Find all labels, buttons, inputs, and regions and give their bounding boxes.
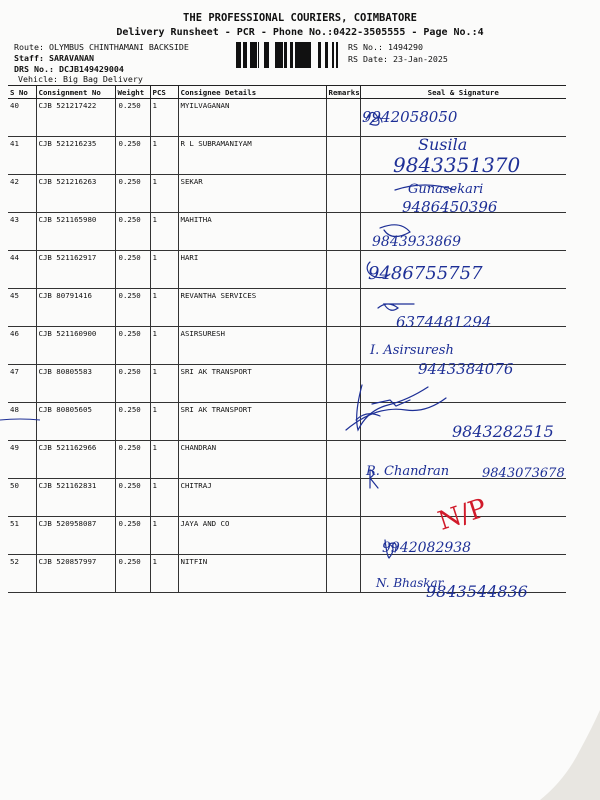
vehicle-line <box>18 74 143 84</box>
barcode-bar <box>258 42 259 68</box>
cell-weight: 0.250 <box>115 251 150 289</box>
cell-consignment: CJB 521165980 <box>36 213 115 251</box>
cell-remarks <box>326 555 360 593</box>
cell-remarks <box>326 327 360 365</box>
runsheet-subtitle: Delivery Runsheet - PCR - Phone No.:0422-3505555 - Page No.:4 <box>116 27 484 38</box>
cell-remarks <box>326 175 360 213</box>
handwritten-sig-49-phone: 9843073678 <box>482 466 565 481</box>
drs-label: DRS No.: <box>14 64 54 74</box>
cell-pcs: 1 <box>150 403 178 441</box>
barcode-bar <box>303 42 304 68</box>
cell-consignee: CHANDRAN <box>178 441 326 479</box>
barcode-bar <box>290 42 293 68</box>
cell-consignee: HARI <box>178 251 326 289</box>
route-line <box>14 42 189 52</box>
cell-consignee: MYILVAGANAN <box>178 99 326 137</box>
cell-weight: 0.250 <box>115 555 150 593</box>
handwritten-sig-52-name: N. Bhaskar <box>376 576 444 590</box>
barcode-bar <box>264 42 266 68</box>
cell-pcs: 1 <box>150 99 178 137</box>
handwritten-sig-40: 9942058050 <box>362 108 458 126</box>
np-stamp: N/P <box>434 493 491 537</box>
cell-sno: 42 <box>8 175 36 213</box>
barcode-bar <box>307 42 309 68</box>
rs-no-value: 1494290 <box>387 42 423 52</box>
rs-date-line <box>348 54 448 64</box>
cell-consignment: CJB 521162917 <box>36 251 115 289</box>
barcode-bar <box>284 42 287 68</box>
cell-pcs: 1 <box>150 289 178 327</box>
cell-sno: 44 <box>8 251 36 289</box>
cell-weight: 0.250 <box>115 517 150 555</box>
route-label: Route: <box>14 42 44 52</box>
table-row <box>8 99 566 137</box>
cell-sno: 40 <box>8 99 36 137</box>
cell-consignment: CJB 520958087 <box>36 517 115 555</box>
cell-consignee: SRI AK TRANSPORT <box>178 403 326 441</box>
barcode-bar <box>318 42 321 68</box>
cell-sno: 49 <box>8 441 36 479</box>
cell-remarks <box>326 517 360 555</box>
cell-remarks <box>326 137 360 175</box>
barcode-bar <box>336 42 337 68</box>
handwritten-sig-42-name: Gunasekari <box>408 182 484 197</box>
handwritten-sig-42-phone: 9486450396 <box>402 198 498 216</box>
barcode-bar <box>309 42 311 68</box>
handwritten-sig-49-name: R. Chandran <box>366 464 450 479</box>
barcode-bar <box>236 42 238 68</box>
col-remarks: Remarks <box>326 86 360 99</box>
col-weight: Weight <box>115 86 150 99</box>
cell-consignment: CJB 521217422 <box>36 99 115 137</box>
cell-consignment: CJB 521162831 <box>36 479 115 517</box>
handwritten-sig-46-phone: 9443384076 <box>418 360 514 378</box>
cell-sno: 46 <box>8 327 36 365</box>
barcode-bar <box>250 42 252 68</box>
cell-consignment: CJB 521216263 <box>36 175 115 213</box>
cell-pcs: 1 <box>150 213 178 251</box>
cell-remarks <box>326 479 360 517</box>
handwritten-sig-41-phone: 9843351370 <box>393 153 521 177</box>
cell-consignee: R L SUBRAMANIYAM <box>178 137 326 175</box>
cell-consignee: CHITRAJ <box>178 479 326 517</box>
table-header-row <box>8 86 566 99</box>
route-value: OLYMBUS CHINTHAMANI BACKSIDE <box>48 42 189 52</box>
cell-remarks <box>326 213 360 251</box>
vehicle-value: Big Bag Delivery <box>62 74 143 84</box>
barcode-bar <box>238 42 240 68</box>
drs-value: DCJB149429004 <box>58 64 124 74</box>
drs-line <box>14 64 124 74</box>
handwritten-sig-52-phone: 9843544836 <box>426 582 528 601</box>
cell-pcs: 1 <box>150 137 178 175</box>
cell-weight: 0.250 <box>115 441 150 479</box>
barcode-bar <box>240 42 241 68</box>
rs-no-line <box>348 42 423 52</box>
cell-pcs: 1 <box>150 251 178 289</box>
cell-weight: 0.250 <box>115 137 150 175</box>
barcode-bar <box>267 42 269 68</box>
cell-weight: 0.250 <box>115 403 150 441</box>
barcode-bar <box>300 42 303 68</box>
barcode-bar <box>337 42 338 68</box>
cell-consignee: ASIRSURESH <box>178 327 326 365</box>
cell-weight: 0.250 <box>115 213 150 251</box>
cell-remarks <box>326 403 360 441</box>
barcode-bar <box>295 42 297 68</box>
cell-weight: 0.250 <box>115 327 150 365</box>
barcode-bar <box>243 42 246 68</box>
col-sno: S No <box>8 86 36 99</box>
cell-sno: 43 <box>8 213 36 251</box>
col-pcs: PCS <box>150 86 178 99</box>
table-row <box>8 213 566 251</box>
cell-pcs: 1 <box>150 517 178 555</box>
cell-remarks <box>326 251 360 289</box>
cell-sno: 48 <box>8 403 36 441</box>
cell-pcs: 1 <box>150 175 178 213</box>
cell-weight: 0.250 <box>115 175 150 213</box>
cell-pcs: 1 <box>150 441 178 479</box>
cell-weight: 0.250 <box>115 289 150 327</box>
staff-value: SARAVANAN <box>48 53 94 63</box>
handwritten-sig-51: 9942082938 <box>382 540 472 556</box>
rs-no-label: RS No.: <box>348 42 383 52</box>
cell-remarks <box>326 99 360 137</box>
barcode-bar <box>325 42 328 68</box>
cell-consignment: CJB 520857997 <box>36 555 115 593</box>
cell-consignee: REVANTHA SERVICES <box>178 289 326 327</box>
col-consignment: Consignment No <box>36 86 115 99</box>
cell-remarks <box>326 441 360 479</box>
table-row <box>8 327 566 365</box>
company-title: THE PROFESSIONAL COURIERS, COIMBATORE <box>183 12 417 24</box>
handwritten-sig-48: 9843282515 <box>452 422 554 441</box>
barcode-bar <box>277 42 280 68</box>
cell-consignee: JAYA AND CO <box>178 517 326 555</box>
rs-date-label: RS Date: <box>348 54 388 64</box>
cell-sno: 52 <box>8 555 36 593</box>
cell-consignee: SEKAR <box>178 175 326 213</box>
barcode-bar <box>304 42 307 68</box>
cell-remarks <box>326 365 360 403</box>
barcode-bar <box>280 42 283 68</box>
rs-date-value: 23-Jan-2025 <box>392 54 448 64</box>
cell-sno: 45 <box>8 289 36 327</box>
cell-weight: 0.250 <box>115 99 150 137</box>
cell-pcs: 1 <box>150 365 178 403</box>
cell-consignment: CJB 80805605 <box>36 403 115 441</box>
cell-sno: 50 <box>8 479 36 517</box>
cell-pcs: 1 <box>150 327 178 365</box>
barcode-bar <box>275 42 277 68</box>
cell-consignment: CJB 521216235 <box>36 137 115 175</box>
barcode-bar <box>246 42 247 68</box>
handwritten-sig-45: 6374481294 <box>396 313 492 331</box>
cell-sno: 51 <box>8 517 36 555</box>
handwritten-sig-43: 9843933869 <box>372 234 462 250</box>
vehicle-label: Vehicle: <box>18 74 58 84</box>
page-tear <box>540 710 600 800</box>
cell-pcs: 1 <box>150 555 178 593</box>
col-signature: Seal & Signature <box>360 86 566 99</box>
col-consignee: Consignee Details <box>178 86 326 99</box>
barcode-bar <box>297 42 300 68</box>
cell-weight: 0.250 <box>115 365 150 403</box>
cell-consignee: MAHITHA <box>178 213 326 251</box>
cell-weight: 0.250 <box>115 479 150 517</box>
barcode-bar <box>266 42 267 68</box>
handwritten-sig-44: 9486755757 <box>368 263 483 284</box>
cell-pcs: 1 <box>150 479 178 517</box>
barcode-bar <box>255 42 257 68</box>
barcode-bar <box>252 42 255 68</box>
cell-consignment: CJB 80791416 <box>36 289 115 327</box>
cell-sno: 41 <box>8 137 36 175</box>
barcode-bar <box>332 42 334 68</box>
handwritten-sig-46-name: I. Asirsuresh <box>370 343 454 358</box>
cell-consignment: CJB 521160900 <box>36 327 115 365</box>
cell-consignee: NITFIN <box>178 555 326 593</box>
barcode <box>236 42 338 68</box>
cell-consignee: SRI AK TRANSPORT <box>178 365 326 403</box>
cell-remarks <box>326 289 360 327</box>
cell-consignment: CJB 80805583 <box>36 365 115 403</box>
staff-label: Staff: <box>14 53 44 63</box>
staff-line <box>14 53 94 63</box>
cell-sno: 47 <box>8 365 36 403</box>
handwritten-sig-41-name: Susila <box>418 135 468 154</box>
cell-consignment: CJB 521162966 <box>36 441 115 479</box>
